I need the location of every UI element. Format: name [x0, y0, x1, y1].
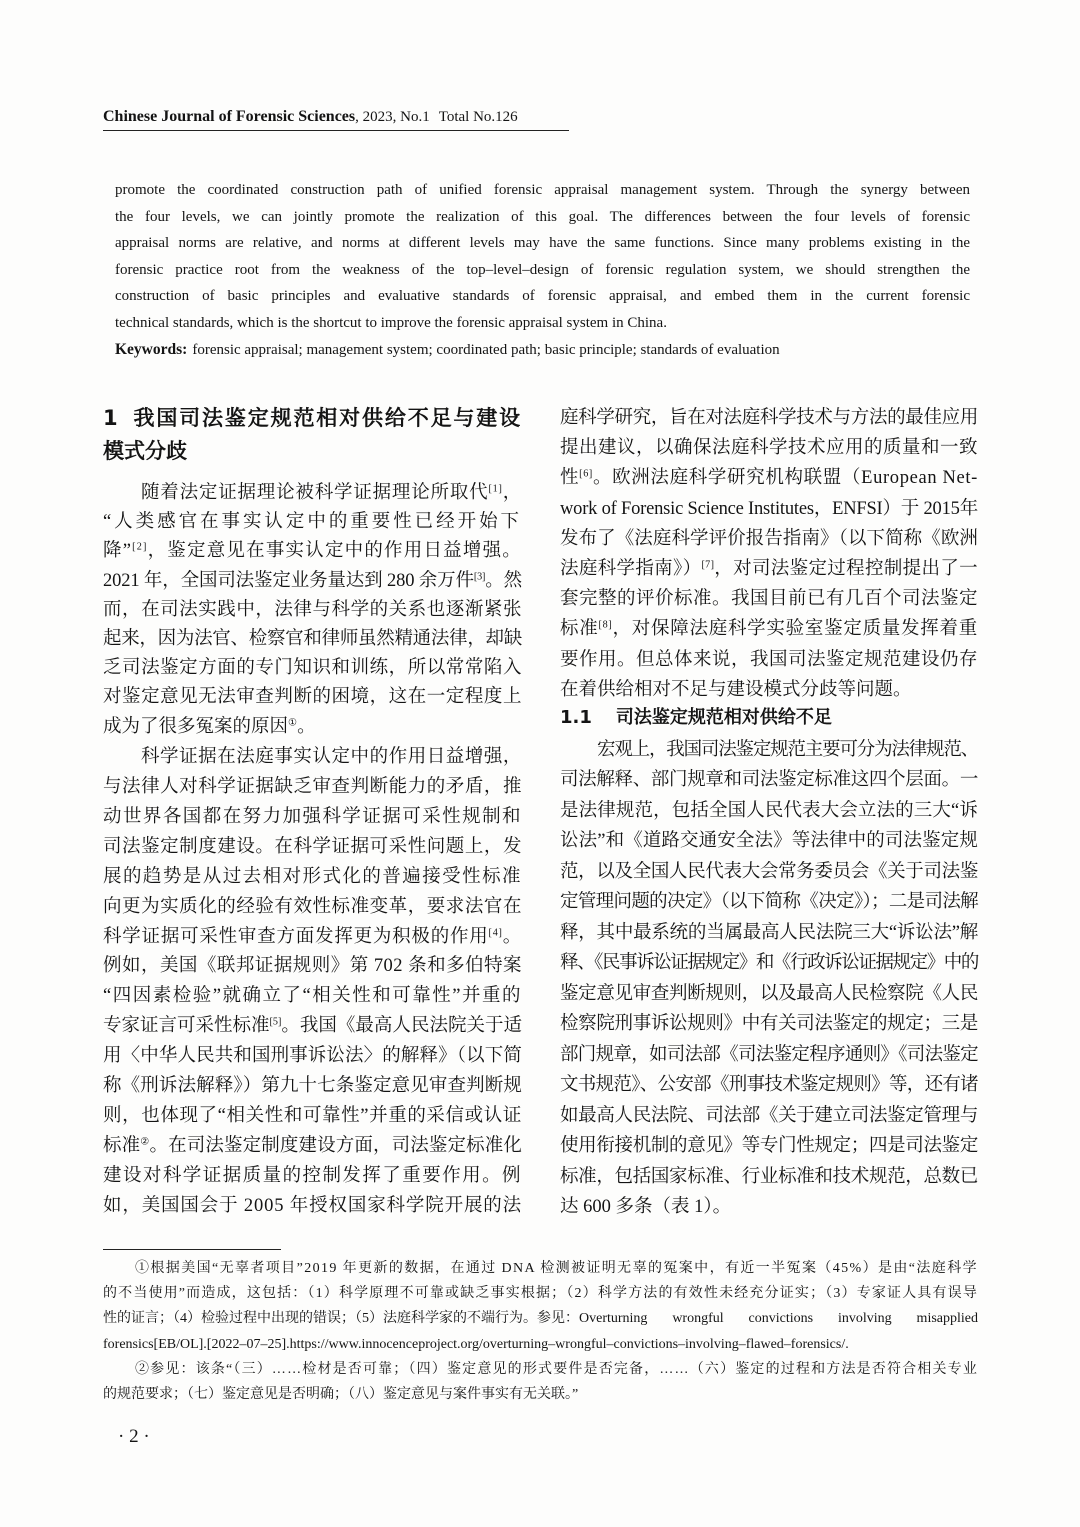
- line-content: [115, 310, 667, 337]
- body-paragraph-continuation: [560, 403, 978, 705]
- line-content: [103, 596, 522, 625]
- text-segment: 乏司法鉴定方面的专门知识和训练，所以常常陷入: [103, 658, 522, 679]
- text-segment: ，鉴定意见在事实认定中的作用日益增强。: [147, 541, 522, 562]
- text-line: [560, 1101, 978, 1131]
- text-line: [103, 1332, 978, 1357]
- line-content: [103, 435, 187, 468]
- line-content: [103, 1382, 578, 1407]
- text-segment: 是法律规范，包括全国人民代表大会立法的三大“诉: [560, 800, 978, 821]
- line-content: [103, 713, 316, 742]
- text-segment: 随着法定证据理论被科学证据理论所取代: [141, 483, 489, 503]
- line-content: [560, 1101, 978, 1131]
- line-content: [560, 918, 978, 948]
- text-segment: 用〈中华人民共和国刑事诉讼法〉的解释》（以下简: [103, 1046, 522, 1067]
- line-content: [560, 1040, 978, 1070]
- text-line: [103, 1192, 522, 1222]
- line-content: [115, 283, 970, 310]
- text-segment: 建设对科学证据质量的控制发挥了重要作用。例: [103, 1165, 522, 1186]
- text-line: [103, 923, 522, 953]
- text-segment: 定管理问题的决定》（以下简称《决定》）；二是司法解: [560, 892, 978, 913]
- line-content: [103, 1072, 522, 1102]
- line-content: [103, 833, 522, 863]
- text-segment: 展的趋势是从过去相对形式化的普遍接受性标准: [103, 866, 522, 887]
- line-content: [103, 1192, 522, 1222]
- text-line: [103, 982, 522, 1012]
- text-line: [560, 887, 978, 917]
- line-content: [103, 1281, 978, 1306]
- text-line: [560, 554, 978, 584]
- text-segment: 范，以及全国人民代表大会常务委员会《关于司法鉴: [560, 861, 978, 882]
- text-line: [103, 773, 522, 803]
- line-content: [560, 796, 978, 826]
- text-segment: 发布了《法庭科学评价报告指南》（以下简称《欧洲: [560, 528, 978, 549]
- keywords-line: [115, 337, 970, 363]
- line-content: [103, 1012, 522, 1042]
- text-line: [103, 833, 522, 863]
- text-segment: 与法律人对科学证据缺乏审查判断能力的矛盾，推: [103, 776, 522, 797]
- line-content: [560, 1070, 978, 1100]
- text-segment: forensics[EB/OL].[2022–07–25].https://www.innocenceproject.org/overturning–wrongful–convictions–involving–flawed–forensics/.: [103, 1336, 849, 1352]
- text-segment: 。: [297, 716, 316, 737]
- line-content: [560, 887, 978, 917]
- text-line: [560, 1192, 978, 1222]
- text-line: [115, 177, 970, 204]
- text-line: [103, 1256, 978, 1281]
- line-content: [103, 1132, 522, 1162]
- line-content: [560, 948, 978, 978]
- text-segment: the four levels, we can jointly promote the realization of this goal. The differences between the four levels of forensic: [115, 208, 970, 225]
- text-segment: 在着供给相对不足与建设模式分歧等问题。: [560, 679, 912, 700]
- text-line: [103, 1281, 978, 1306]
- subsection-heading: [560, 704, 832, 732]
- text-line: [103, 625, 522, 654]
- keywords-text: forensic appraisal; management system; coordinated path; basic principle; standards of evaluation: [192, 342, 780, 358]
- line-content: [560, 1192, 731, 1222]
- text-segment: 宏观上，我国司法鉴定规范主要可分为法律规范、: [597, 740, 978, 760]
- text-segment: 专家证言可采性标准: [103, 1016, 270, 1037]
- text-line: [103, 1012, 522, 1042]
- reference-marker: [6]: [579, 469, 593, 481]
- line-content: [560, 1131, 978, 1161]
- line-content: [597, 735, 978, 765]
- reference-marker: ②: [140, 1136, 150, 1148]
- line-content: [103, 773, 522, 803]
- text-segment: 2021 年，全国司法鉴定业务量达到 280 余万件: [103, 570, 474, 591]
- reference-marker: [5]: [269, 1017, 282, 1028]
- text-line: [560, 1162, 978, 1192]
- text-line: [115, 204, 970, 231]
- line-content: [135, 1256, 978, 1281]
- line-content: [103, 952, 522, 982]
- text-segment: 。然: [485, 570, 522, 591]
- text-segment: 司法解释、部门规章和司法鉴定标准这四个层面。一: [560, 770, 978, 791]
- text-line: [115, 310, 970, 337]
- footnote: [103, 1357, 978, 1407]
- text-segment: 性的证言；（4）检验过程中出现的错误；（5）法庭科学家的不端行为。参见：Overturning wrongful convictions involving misapplied: [103, 1311, 978, 1327]
- text-segment: 。我国《最高人民法院关于适: [281, 1016, 522, 1037]
- footnote: [103, 1256, 978, 1357]
- text-segment: 起来，因为法官、检察官和律师虽然精通法律，却缺: [103, 628, 522, 649]
- running-header: [103, 107, 518, 127]
- line-content: [141, 479, 522, 508]
- text-line: [103, 508, 522, 537]
- line-content: [103, 567, 522, 596]
- text-segment: 如，美国国会于 2005 年授权国家科学院开展的法: [103, 1195, 522, 1216]
- line-content: [560, 554, 978, 584]
- text-segment: 提出建议，以确保法庭科学技术应用的质量和一致: [560, 438, 978, 459]
- line-content: [560, 1009, 978, 1039]
- text-line: [103, 567, 522, 596]
- text-segment: 鉴定意见审查判断规则，以及最高人民检察院《人民: [560, 983, 978, 1004]
- line-content: [560, 403, 978, 433]
- line-content: [560, 645, 978, 675]
- text-line: [560, 826, 978, 856]
- text-segment: “人类感官在事实认定中的重要性已经开始下: [103, 512, 522, 533]
- text-segment: ，对司法鉴定过程控制提出了一: [714, 558, 978, 579]
- text-segment: 使用衔接机制的意见》等专门性规定；四是司法鉴定: [560, 1136, 978, 1157]
- text-segment: 讼法”和《道路交通安全法》等法律中的司法鉴定规: [560, 831, 978, 852]
- footnotes: [103, 1256, 978, 1407]
- line-content: [560, 524, 978, 554]
- text-line: [103, 1132, 522, 1162]
- text-line: [103, 654, 522, 683]
- reference-marker: [2]: [132, 542, 148, 554]
- subsection-title: 司法鉴定规范相对供给不足: [615, 707, 832, 728]
- reference-marker: [8]: [598, 620, 613, 632]
- text-line: [103, 1382, 978, 1407]
- text-segment: forensic practice root from the weakness of the top–level–design of forensic regulation system, we should strengthen the: [115, 261, 970, 278]
- keywords-label: Keywords:: [115, 341, 188, 358]
- reference-marker: [4]: [488, 927, 503, 939]
- text-segment: 则，也体现了“相关性和可靠性”并重的采信或认证: [103, 1106, 522, 1127]
- total-issue-number: Total No.126: [438, 109, 518, 125]
- text-line: [560, 765, 978, 795]
- line-content: [560, 584, 978, 614]
- text-line: [560, 1040, 978, 1070]
- text-line: [115, 230, 970, 257]
- text-segment: 要作用。但总体来说，我国司法鉴定规范建设仍存: [560, 649, 978, 670]
- line-content: [115, 177, 970, 204]
- text-line: [560, 1009, 978, 1039]
- body-paragraph: [103, 743, 522, 1222]
- text-segment: 。: [502, 926, 522, 947]
- text-line: [560, 796, 978, 826]
- text-line: [560, 645, 978, 675]
- text-segment: 而，在司法实践中，法律与科学的关系也逐渐紧张: [103, 599, 522, 620]
- text-segment: work of Forensic Science Institutes，ENFSI）于 2015年: [560, 498, 978, 519]
- line-content: [560, 675, 912, 705]
- text-segment: 释、《民事诉讼证据规定》和《行政诉讼证据规定》中的: [560, 953, 978, 974]
- line-content: [103, 654, 522, 683]
- section-number: 1: [103, 406, 120, 430]
- text-segment: 如最高人民法院、司法部《关于建立司法鉴定管理与: [560, 1105, 978, 1126]
- text-segment: ①根据美国“无辜者项目”2019 年更新的数据，在通过 DNA 检测被证明无辜的冤案中，有近一半冤案（45%）是由“法庭科学: [135, 1261, 978, 1276]
- text-segment: ，: [502, 483, 522, 503]
- text-segment: ，对保障法庭科学实验室鉴定质量发挥着重: [612, 619, 978, 640]
- text-segment: appraisal norms are relative, and norms at different levels may have the same functions. Since many problems existing in the: [115, 235, 970, 252]
- line-content: [560, 614, 978, 644]
- line-content: [560, 463, 978, 493]
- text-line: [560, 918, 978, 948]
- footnote-rule: [103, 1249, 281, 1250]
- section-title-part: 我国司法鉴定规范相对供给不足与建设: [133, 406, 522, 430]
- text-line: [560, 584, 978, 614]
- text-line: [103, 803, 522, 833]
- text-line: [103, 893, 522, 923]
- text-segment: 成为了很多冤案的原因: [103, 716, 289, 737]
- reference-marker: [7]: [701, 559, 715, 571]
- line-content: [103, 1306, 978, 1331]
- text-segment: 科学证据在法庭事实认定中的作用日益增强，: [141, 747, 522, 767]
- text-line: [103, 537, 522, 566]
- section-heading-line: [103, 435, 522, 468]
- text-line: [560, 735, 978, 765]
- line-content: [560, 826, 978, 856]
- text-line: [560, 614, 978, 644]
- text-line: [560, 857, 978, 887]
- page-number: · 2 ·: [118, 1426, 150, 1447]
- text-line: [560, 403, 978, 433]
- issue-info: , 2023, No.1: [355, 109, 430, 125]
- line-content: [560, 1162, 978, 1192]
- text-line: [103, 952, 522, 982]
- subsection-number: 1.1: [560, 707, 592, 728]
- text-segment: 性: [560, 468, 580, 489]
- line-content: [103, 863, 522, 893]
- text-line: [103, 1306, 978, 1331]
- text-segment: 向更为实质化的经验有效性标准变革，要求法官在: [103, 896, 522, 917]
- text-segment: 文书规范》、公安部《刑事技术鉴定规则》等，还有诸: [560, 1075, 978, 1096]
- line-content: [103, 1162, 522, 1192]
- line-content: [103, 508, 522, 537]
- text-segment: 套完整的评价标准。我国目前已有几百个司法鉴定: [560, 589, 978, 610]
- text-segment: 称《刑诉法解释》）第九十七条鉴定意见审查判断规: [103, 1076, 522, 1097]
- text-segment: 司法鉴定制度建设。在科学证据可采性问题上，发: [103, 836, 522, 857]
- line-content: [103, 1042, 522, 1072]
- section-title-part: 模式分歧: [103, 439, 187, 463]
- line-content: [103, 1332, 849, 1357]
- line-content: [103, 893, 522, 923]
- reference-marker: [1]: [488, 483, 503, 495]
- text-line: [560, 675, 978, 705]
- line-content: [560, 857, 978, 887]
- text-line: [115, 283, 970, 310]
- text-line: [560, 979, 978, 1009]
- line-content: [103, 625, 522, 654]
- text-segment: “四因素检验”就确立了“相关性和可靠性”并重的: [103, 986, 522, 1007]
- line-content: [103, 1102, 522, 1132]
- text-segment: 标准: [103, 1135, 141, 1156]
- text-segment: 标准: [560, 619, 599, 640]
- text-segment: 。欧洲法庭科学研究机构联盟（European Net-: [592, 468, 978, 489]
- text-line: [103, 1042, 522, 1072]
- line-content: [141, 743, 522, 773]
- text-segment: 对鉴定意见无法审查判断的困境，这在一定程度上: [103, 687, 522, 708]
- text-line: [103, 1102, 522, 1132]
- text-line: [103, 1357, 978, 1382]
- text-segment: 部门规章，如司法部《司法鉴定程序通则》《司法鉴定: [560, 1044, 978, 1065]
- text-segment: 例如，美国《联邦证据规则》第 702 条和多伯特案: [103, 956, 522, 977]
- line-content: [115, 230, 970, 257]
- text-segment: 标准，包括国家标准、行业标准和技术规范，总数已: [560, 1166, 978, 1187]
- text-segment: 的规范要求；（七）鉴定意见是否明确；（八）鉴定意见与案件事实有无关联。”: [103, 1386, 579, 1402]
- text-line: [103, 713, 522, 742]
- text-line: [560, 524, 978, 554]
- body-paragraph: [103, 479, 522, 742]
- line-content: [103, 803, 522, 833]
- text-segment: 检察院刑事诉讼规则》中有关司法鉴定的规定；三是: [560, 1014, 978, 1035]
- text-segment: 达 600 多条（表 1）。: [560, 1197, 732, 1218]
- line-content: [115, 257, 970, 284]
- text-segment: 庭科学研究，旨在对法庭科学技术与方法的最佳应用: [560, 408, 978, 428]
- abstract-continuation: [115, 177, 970, 337]
- text-segment: technical standards, which is the shortcut to improve the forensic appraisal system in China.: [115, 314, 667, 331]
- line-content: [560, 979, 978, 1009]
- text-segment: construction of basic principles and evaluative standards of forensic appraisal, and embed them in the current forensic: [115, 288, 970, 305]
- text-line: [560, 494, 978, 524]
- header-rule: [103, 130, 569, 131]
- text-segment: 法庭科学指南》）: [560, 558, 702, 579]
- text-segment: 释，其中最系统的当属最高人民法院三大“诉讼法”解: [560, 922, 978, 943]
- line-content: [135, 1357, 978, 1382]
- line-content: [103, 537, 522, 566]
- text-line: [560, 1070, 978, 1100]
- line-content: [103, 683, 522, 712]
- journal-title: Chinese Journal of Forensic Sciences: [103, 108, 356, 125]
- text-line: [103, 479, 522, 508]
- text-line: [560, 433, 978, 463]
- reference-marker: ①: [288, 717, 298, 729]
- text-segment: promote the coordinated construction path of unified forensic appraisal management system. Through the synergy between: [115, 182, 970, 198]
- line-content: [560, 433, 978, 463]
- text-line: [115, 257, 970, 284]
- line-content: [103, 923, 522, 953]
- text-segment: 降”: [103, 541, 133, 562]
- line-content: [103, 982, 522, 1012]
- reference-marker: [3]: [473, 571, 486, 583]
- text-line: [560, 463, 978, 493]
- line-content: [115, 204, 970, 231]
- text-line: [103, 596, 522, 625]
- text-line: [103, 743, 522, 773]
- line-content: [560, 494, 978, 524]
- section-heading-line: [103, 402, 522, 435]
- text-segment: 动世界各国都在努力加强科学证据可采性规制和: [103, 806, 522, 827]
- text-line: [103, 1072, 522, 1102]
- body-paragraph: [560, 735, 978, 1223]
- line-content: [560, 765, 978, 795]
- text-segment: ②参见：该条“（三）……检材是否可靠；（四）鉴定意见的形式要件是否完备，……（六）鉴定的过程和方法是否符合相关专业: [135, 1361, 978, 1377]
- text-line: [560, 1131, 978, 1161]
- text-segment: 的不当使用”而造成，这包括：（1）科学原理不可靠或缺乏事实根据；（2）科学方法的有效性未经充分证实；（3）专家证人具有误导: [103, 1286, 978, 1302]
- line-content: [103, 402, 522, 435]
- text-segment: 科学证据可采性审查方面发挥更为积极的作用: [103, 926, 489, 947]
- text-line: [103, 1162, 522, 1192]
- section-heading: [103, 402, 522, 468]
- text-line: [103, 863, 522, 893]
- text-line: [560, 948, 978, 978]
- text-segment: 。在司法鉴定制度建设方面，司法鉴定标准化: [149, 1135, 522, 1156]
- text-line: [103, 683, 522, 712]
